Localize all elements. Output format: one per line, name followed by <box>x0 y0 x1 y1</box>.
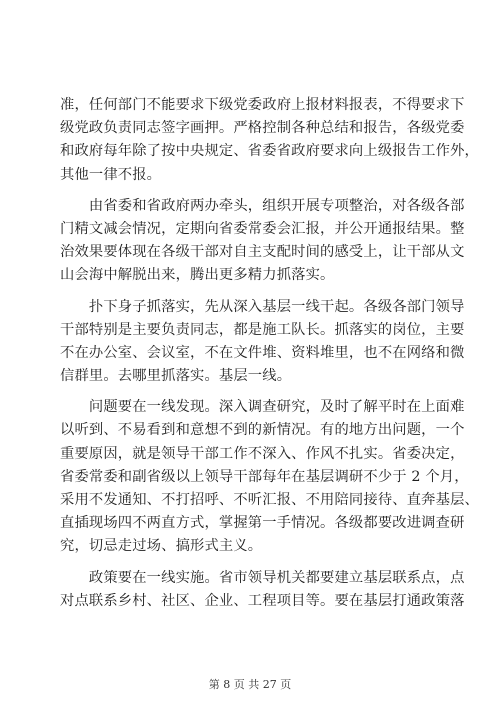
paragraph-2 <box>60 195 465 288</box>
text-line: 信群里。去哪里抓落实。基层一线。 <box>60 368 292 385</box>
paragraph-5 <box>60 567 465 613</box>
text-line: 由省委和省政府两办牵头，组织开展专项整治，对各级各部 <box>60 197 465 214</box>
paragraph-1 <box>60 94 479 187</box>
text-line: 省委常委和副省级以上领导干部每年在基层调研不少于 2 个月， <box>60 468 469 485</box>
paragraph-gap <box>60 388 452 396</box>
text-line: 山会海中解脱出来，腾出更多精力抓落实。 <box>60 267 335 284</box>
page-number-footer: 第 8 页 共 27 页 <box>208 678 292 691</box>
paragraph-3 <box>60 296 465 389</box>
text-line: 对点联系乡村、社区、企业、工程项目等。要在基层打通政策落 <box>60 592 465 609</box>
text-line: 直插现场四不两直方式，掌握第一手情况。各级都要改进调查研 <box>60 515 465 532</box>
text-line: 和政府每年除了按中央规定、省委省政府要求向上级报告工作外， <box>60 143 479 160</box>
text-line: 问题要在一线发现。深入调查研究，及时了解平时在上面难 <box>60 399 465 416</box>
text-line: 不在办公室、会议室，不在文件堆、资料堆里，也不在网络和微 <box>60 344 465 361</box>
paragraph-gap <box>60 187 452 195</box>
text-line: 治效果要体现在各级干部对自主支配时间的感受上，让干部从文 <box>60 244 465 261</box>
paragraph-4 <box>60 396 479 558</box>
document-body <box>60 94 479 613</box>
text-line: 扑下身子抓落实，先从深入基层一线干起。各级各部门领导 <box>60 298 465 315</box>
text-line: 级党政负责同志签字画押。严格控制各种总结和报告，各级党委 <box>60 120 465 137</box>
paragraph-gap <box>60 288 452 296</box>
text-line: 采用不发通知、不打招呼、不听汇报、不用陪同接待、直奔基层、 <box>60 492 479 508</box>
text-line: 以听到、不易看到和意想不到的新情况。有的地方出问题，一个 <box>60 422 465 439</box>
text-line: 干部特别是主要负责同志，都是施工队长。抓落实的岗位，主要 <box>60 321 465 338</box>
text-line: 其他一律不报。 <box>60 166 162 183</box>
text-line: 政策要在一线实施。省市领导机关都要建立基层联系点，点 <box>60 569 465 586</box>
paragraph-gap <box>60 559 452 567</box>
text-line: 门精文减会情况，定期向省委常委会汇报，并公开通报结果。整 <box>60 220 465 237</box>
text-line: 准，任何部门不能要求下级党委政府上报材料报表，不得要求下 <box>60 97 465 113</box>
text-line: 究，切忌走过场、搞形式主义。 <box>60 538 263 555</box>
text-line: 重要原因，就是领导干部工作不深入、作风不扎实。省委决定， <box>60 445 465 462</box>
